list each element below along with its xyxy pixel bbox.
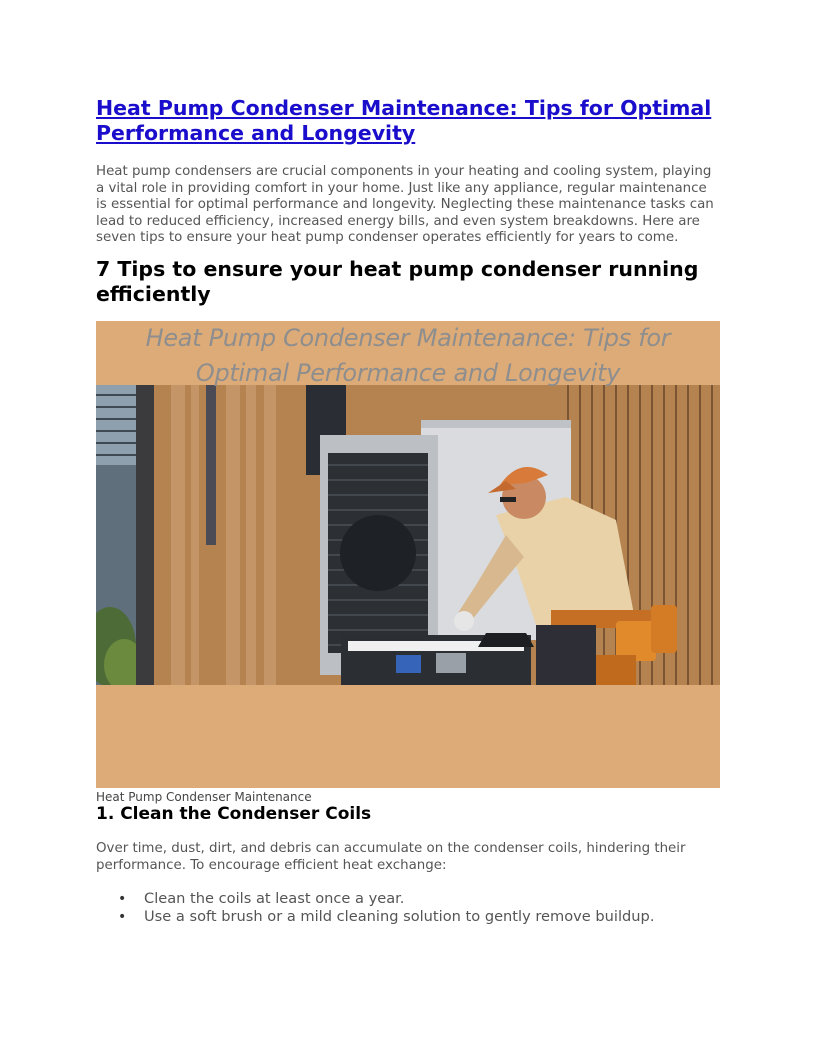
bullet-icon: • (118, 908, 127, 925)
list-item-text: Use a soft brush or a mild cleaning solution to gently remove buildup. (144, 907, 655, 925)
list-item-text: Clean the coils at least once a year. (144, 889, 405, 907)
list-item (118, 907, 720, 926)
image-caption: Heat Pump Condenser Maintenance (96, 789, 312, 804)
hero-overlay-title: Heat Pump Condenser Maintenance: Tips for Optimal Performance and Longevity (145, 323, 671, 387)
tip1-heading: 1. Clean the Condenser Coils (96, 803, 372, 824)
tip1-bullet-list (96, 890, 720, 926)
document-page (96, 96, 720, 926)
section-heading: 7 Tips to ensure your heat pump condenser running efficiently (96, 256, 699, 306)
hero-image (96, 321, 720, 788)
article-title-link[interactable]: Heat Pump Condenser Maintenance: Tips for Optimal Performance and Longevity (96, 96, 712, 145)
intro-paragraph: Heat pump condensers are crucial components in your heating and cooling system, playing a vital role in providing comfort in your home. Just like any appliance, regular maintenance is essential for optimal performance and longevity. Neglecting these maintenance tasks can lead to reduced efficiency, increased energy bills, and even system breakdowns. Here are seven tips to ensure your heat pump condenser operates efficiently for years to come. (96, 164, 714, 245)
list-item (118, 889, 720, 908)
tip1-paragraph: Over time, dust, dirt, and debris can accumulate on the condenser coils, hindering their performance. To encourage efficient heat exchange: (96, 840, 686, 873)
bullet-icon: • (118, 890, 127, 907)
technician-photo (96, 385, 720, 685)
